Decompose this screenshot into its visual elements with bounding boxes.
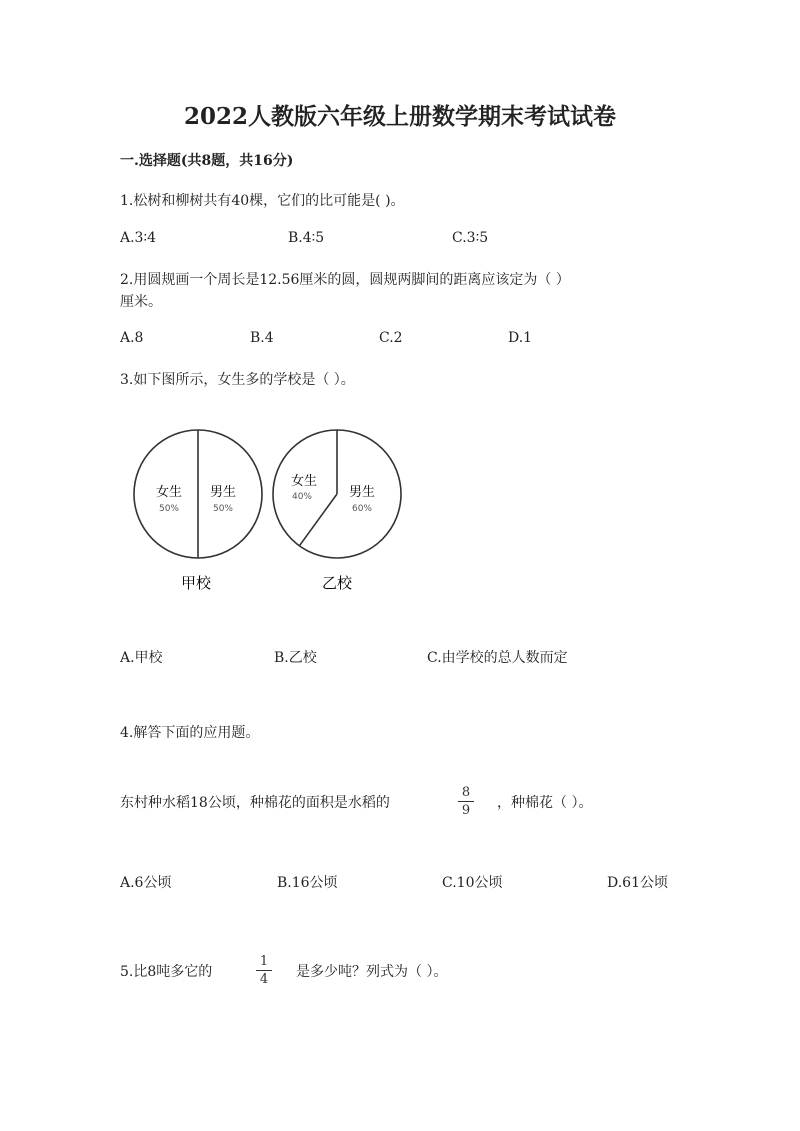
school-a-girls-label: 女生: [155, 485, 183, 500]
q3-option-a: A.甲校: [120, 650, 163, 666]
school-b-boys-label: 男生: [348, 485, 376, 500]
school-b-name: 乙校: [321, 574, 353, 592]
q3-option-b: B.乙校: [274, 650, 317, 666]
fraction-bar: [458, 801, 474, 802]
q5-text-after: 是多少吨？列式为（ ）。: [296, 964, 448, 980]
q4-fraction: [458, 785, 474, 818]
q2-option-a: A.8: [120, 330, 144, 346]
question-4-text: 4.解答下面的应用题。: [120, 725, 260, 741]
q1-option-c: C.3∶5: [452, 230, 489, 246]
q4-problem-before: 东村种水稻18公顷，种棉花的面积是水稻的: [120, 795, 390, 811]
q2-option-c: C.2: [379, 330, 403, 346]
page-title: 2022人教版六年级上册数学期末考试试卷: [183, 103, 616, 130]
school-b-girls-pct: 40%: [291, 492, 313, 502]
q2-option-d: D.1: [508, 330, 533, 346]
fraction-bar: [256, 970, 272, 971]
q2-option-b: B.4: [250, 330, 274, 346]
school-b-boys-pct: 60%: [351, 504, 373, 514]
q4-option-a: A.6公顷: [120, 875, 172, 891]
school-a-girls-pct: 50%: [158, 504, 180, 514]
q5-fraction-denominator: 4: [259, 972, 269, 987]
question-3-text: 3.如下图所示，女生多的学校是（ ）。: [120, 372, 355, 388]
question-2-text-line1: 2.用圆规画一个周长是12.56厘米的圆，圆规两脚间的距离应该定为（ ）: [120, 272, 570, 288]
q4-option-c: C.10公顷: [442, 875, 503, 891]
school-a-name: 甲校: [180, 574, 212, 592]
section-heading: 一.选择题(共8题，共16分): [120, 153, 294, 169]
school-a-boys-pct: 50%: [212, 504, 234, 514]
q5-fraction: [256, 954, 272, 987]
question-2-text-line2: 厘米。: [120, 294, 162, 310]
q1-option-b: B.4∶5: [288, 230, 325, 246]
q5-fraction-numerator: 1: [259, 954, 269, 969]
q3-option-c: C.由学校的总人数而定: [427, 650, 568, 666]
q4-option-d: D.61公顷: [607, 875, 668, 891]
q4-option-b: B.16公顷: [277, 875, 338, 891]
question-1-text: 1.松树和柳树共有40棵，它们的比可能是( )。: [120, 193, 405, 209]
q4-problem-after: ，种棉花（ ）。: [497, 795, 593, 811]
q5-text-before: 5.比8吨多它的: [120, 964, 213, 980]
school-b-girls-label: 女生: [290, 474, 318, 489]
q4-fraction-denominator: 9: [461, 803, 471, 818]
pie-charts-figure: [120, 420, 420, 600]
school-a-boys-label: 男生: [209, 485, 237, 500]
q4-fraction-numerator: 8: [461, 785, 471, 800]
q1-option-a: A.3∶4: [120, 230, 157, 246]
